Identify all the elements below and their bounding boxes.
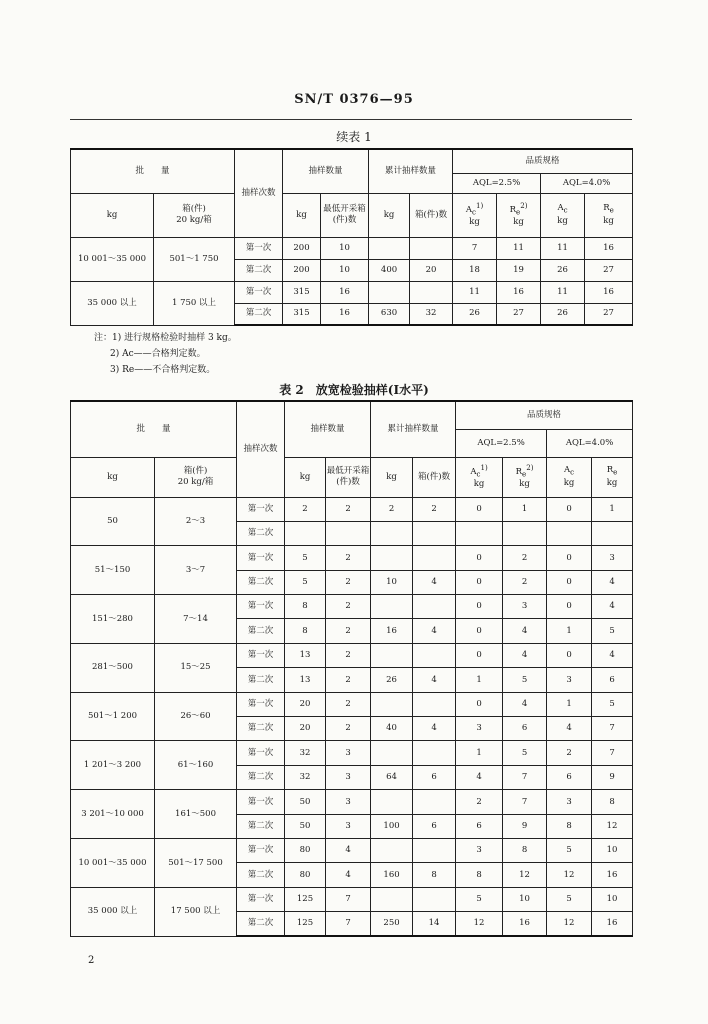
lot-kg: 1 201～3 200 (71, 741, 155, 790)
head-cum-kg: kg (371, 457, 413, 497)
cell-s-box: 16 (321, 281, 369, 303)
cell-s-kg: 315 (283, 281, 321, 303)
cell-c-box (410, 237, 453, 259)
cell-ac1: 0 (456, 692, 503, 716)
cell-c-box: 8 (413, 863, 456, 887)
cell-c-box (413, 595, 456, 619)
head-sample-kg: kg (285, 457, 326, 497)
cell-re1: 16 (497, 281, 541, 303)
cell-c-box (413, 887, 456, 911)
cell-ac2: 12 (547, 863, 592, 887)
cell-s-kg: 8 (285, 595, 326, 619)
cell-c-kg (371, 741, 413, 765)
lot-box: 17 500 以上 (155, 887, 237, 936)
lot-kg: 35 000 以上 (71, 887, 155, 936)
cell-ac2: 12 (547, 912, 592, 936)
cell-c-kg: 40 (371, 717, 413, 741)
cell-re1: 7 (503, 790, 547, 814)
note-1: 注：1) 进行规格检验时抽样 3 kg。 (94, 333, 237, 343)
cell-c-box: 2 (413, 497, 456, 521)
cell-c-box (413, 546, 456, 570)
cell-re2: 3 (592, 546, 633, 570)
head-quality: 品质规格 (456, 401, 633, 429)
sampling-round: 第一次 (237, 546, 285, 570)
cell-s-box: 10 (321, 259, 369, 281)
sampling-round: 第二次 (235, 303, 283, 325)
cell-re2: 1 (592, 497, 633, 521)
sampling-round: 第一次 (237, 643, 285, 667)
cell-c-box (413, 838, 456, 862)
cell-ac2: 1 (547, 619, 592, 643)
cell-ac2: 5 (547, 838, 592, 862)
cell-re2: 27 (585, 259, 633, 281)
lot-box: 1 750 以上 (154, 281, 235, 325)
lot-kg: 35 000 以上 (71, 281, 154, 325)
cell-s-box: 3 (326, 790, 371, 814)
cell-re1: 19 (497, 259, 541, 281)
cell-s-kg: 315 (283, 303, 321, 325)
lot-box: 2～3 (155, 497, 237, 546)
sampling-round: 第二次 (235, 259, 283, 281)
cell-c-box (410, 281, 453, 303)
cell-re1: 9 (503, 814, 547, 838)
cell-ac2: 5 (547, 887, 592, 911)
cell-c-box (413, 741, 456, 765)
table-row (71, 237, 633, 259)
cell-ac1: 2 (456, 790, 503, 814)
cell-ac1: 1 (456, 741, 503, 765)
head-re2: $R_e$ kg (592, 457, 633, 497)
table1-caption: 续表 1 (336, 130, 372, 144)
cell-s-box: 4 (326, 863, 371, 887)
cell-re2: 16 (585, 237, 633, 259)
cell-s-kg: 80 (285, 838, 326, 862)
head-ac1: $A_c^{1)}$ kg (456, 457, 503, 497)
head-sample: 抽样数量 (285, 401, 371, 457)
lot-kg: 3 201～10 000 (71, 790, 155, 839)
cell-c-box: 32 (410, 303, 453, 325)
cell-s-kg: 2 (285, 497, 326, 521)
cell-re2 (592, 521, 633, 545)
cell-ac2: 11 (541, 281, 585, 303)
cell-ac1: 12 (456, 912, 503, 936)
cell-c-box: 4 (413, 717, 456, 741)
head-ac2: $A_c$ kg (547, 457, 592, 497)
sampling-round: 第一次 (237, 887, 285, 911)
cell-c-kg: 100 (371, 814, 413, 838)
cell-s-box: 3 (326, 765, 371, 789)
sampling-round: 第一次 (237, 692, 285, 716)
sampling-round: 第二次 (237, 863, 285, 887)
cell-ac2: 0 (547, 497, 592, 521)
cell-s-box: 7 (326, 912, 371, 936)
table-row (71, 595, 633, 619)
sampling-round: 第二次 (237, 717, 285, 741)
cell-ac2: 26 (541, 303, 585, 325)
cell-re2: 10 (592, 838, 633, 862)
head-cum-box: 箱(件)数 (413, 457, 456, 497)
cell-re2: 12 (592, 814, 633, 838)
lot-kg: 10 001～35 000 (71, 237, 154, 281)
cell-re2: 7 (592, 741, 633, 765)
cell-ac2: 4 (547, 717, 592, 741)
cell-c-kg (371, 790, 413, 814)
cell-s-box: 2 (326, 692, 371, 716)
cell-ac2: 0 (547, 546, 592, 570)
cell-re1: 5 (503, 741, 547, 765)
cell-s-kg: 5 (285, 546, 326, 570)
cell-s-box: 2 (326, 717, 371, 741)
lot-kg: 10 001～35 000 (71, 838, 155, 887)
cell-c-kg: 160 (371, 863, 413, 887)
sampling-round: 第一次 (235, 237, 283, 259)
table-row (71, 838, 633, 862)
cell-c-kg: 16 (371, 619, 413, 643)
cell-re2: 8 (592, 790, 633, 814)
lot-kg: 51～150 (71, 546, 155, 595)
table1-notes (94, 330, 237, 378)
cell-re1: 1 (503, 497, 547, 521)
sampling-round: 第一次 (237, 497, 285, 521)
cell-re2: 5 (592, 619, 633, 643)
cell-ac1: 0 (456, 619, 503, 643)
cell-re2: 16 (585, 281, 633, 303)
cell-c-kg: 630 (369, 303, 410, 325)
sampling-round: 第二次 (237, 619, 285, 643)
head-sample-kg: kg (283, 193, 321, 237)
cell-re1: 27 (497, 303, 541, 325)
cell-s-box: 16 (321, 303, 369, 325)
sampling-round: 第二次 (237, 668, 285, 692)
page-number: 2 (88, 955, 95, 966)
head-cum: 累计抽样数量 (371, 401, 456, 457)
head-quality: 品质规格 (453, 149, 633, 173)
cell-re2: 10 (592, 887, 633, 911)
cell-s-kg: 80 (285, 863, 326, 887)
cell-s-kg: 20 (285, 717, 326, 741)
lot-box: 501～1 750 (154, 237, 235, 281)
table-row (71, 281, 633, 303)
note-3: 3) Re——不合格判定数。 (110, 365, 216, 375)
cell-c-kg: 64 (371, 765, 413, 789)
header-rule (70, 119, 632, 120)
sampling-round: 第二次 (237, 570, 285, 594)
cell-re2: 5 (592, 692, 633, 716)
head-aql-4-0: AQL=4.0% (547, 429, 633, 457)
cell-ac1: 1 (456, 668, 503, 692)
cell-c-kg (371, 643, 413, 667)
cell-ac2: 0 (547, 643, 592, 667)
cell-s-kg: 50 (285, 790, 326, 814)
cell-ac2: 1 (547, 692, 592, 716)
cell-s-kg: 125 (285, 912, 326, 936)
head-re1: $R_e^{2)}$ kg (497, 193, 541, 237)
cell-re1: 6 (503, 717, 547, 741)
cell-ac2: 26 (541, 259, 585, 281)
cell-s-box: 4 (326, 838, 371, 862)
cell-s-box: 7 (326, 887, 371, 911)
cell-re1: 4 (503, 643, 547, 667)
table2 (70, 400, 633, 937)
cell-s-box: 2 (326, 570, 371, 594)
cell-ac1: 11 (453, 281, 497, 303)
lot-kg: 151～280 (71, 595, 155, 644)
cell-re1 (503, 521, 547, 545)
sampling-round: 第二次 (237, 765, 285, 789)
head-lot-kg: kg (71, 457, 155, 497)
cell-s-box: 2 (326, 619, 371, 643)
cell-s-kg (285, 521, 326, 545)
head-cum: 累计抽样数量 (369, 149, 453, 193)
cell-re2: 16 (592, 912, 633, 936)
cell-re1: 2 (503, 546, 547, 570)
cell-re1: 4 (503, 619, 547, 643)
cell-c-kg: 400 (369, 259, 410, 281)
table-row (71, 790, 633, 814)
cell-s-box: 2 (326, 668, 371, 692)
cell-ac1: 0 (456, 546, 503, 570)
head-lot-kg: kg (71, 193, 154, 237)
cell-ac1: 3 (456, 717, 503, 741)
cell-re1: 11 (497, 237, 541, 259)
cell-re2: 4 (592, 570, 633, 594)
cell-re1: 7 (503, 765, 547, 789)
cell-ac2: 3 (547, 790, 592, 814)
cell-s-box: 2 (326, 643, 371, 667)
sampling-round: 第二次 (237, 521, 285, 545)
cell-c-kg: 10 (371, 570, 413, 594)
lot-box: 61～160 (155, 741, 237, 790)
cell-c-box: 14 (413, 912, 456, 936)
cell-s-kg: 125 (285, 887, 326, 911)
lot-box: 7～14 (155, 595, 237, 644)
cell-s-kg: 50 (285, 814, 326, 838)
cell-ac1 (456, 521, 503, 545)
cell-ac1: 8 (456, 863, 503, 887)
table-row (71, 546, 633, 570)
cell-re2: 4 (592, 643, 633, 667)
cell-re1: 3 (503, 595, 547, 619)
cell-ac2: 11 (541, 237, 585, 259)
head-lot: 批 量 (71, 401, 237, 457)
cell-ac1: 7 (453, 237, 497, 259)
head-re1: $R_e^{2)}$ kg (503, 457, 547, 497)
cell-ac2: 6 (547, 765, 592, 789)
lot-kg: 50 (71, 497, 155, 546)
table-row (71, 741, 633, 765)
cell-ac1: 4 (456, 765, 503, 789)
cell-ac2: 0 (547, 595, 592, 619)
sampling-round: 第二次 (237, 814, 285, 838)
cell-c-kg: 2 (371, 497, 413, 521)
lot-kg: 281～500 (71, 643, 155, 692)
cell-ac2 (547, 521, 592, 545)
table1 (70, 148, 633, 326)
lot-box: 3～7 (155, 546, 237, 595)
cell-c-kg (371, 887, 413, 911)
sampling-round: 第一次 (237, 790, 285, 814)
cell-c-box: 6 (413, 765, 456, 789)
cell-ac1: 0 (456, 643, 503, 667)
head-min-open: 最低开采箱(件)数 (321, 193, 369, 237)
lot-box: 26～60 (155, 692, 237, 741)
table1-body (71, 237, 633, 325)
cell-s-kg: 8 (285, 619, 326, 643)
table-row (71, 692, 633, 716)
table2-body (71, 497, 633, 936)
head-times: 抽样次数 (237, 401, 285, 497)
cell-re2: 16 (592, 863, 633, 887)
cell-c-box: 6 (413, 814, 456, 838)
head-cum-kg: kg (369, 193, 410, 237)
cell-c-kg: 26 (371, 668, 413, 692)
cell-ac1: 5 (456, 887, 503, 911)
cell-c-box (413, 790, 456, 814)
head-cum-box: 箱(件)数 (410, 193, 453, 237)
lot-kg: 501～1 200 (71, 692, 155, 741)
cell-c-kg (371, 521, 413, 545)
cell-re1: 12 (503, 863, 547, 887)
head-times: 抽样次数 (235, 149, 283, 237)
cell-ac1: 6 (456, 814, 503, 838)
table-row (71, 887, 633, 911)
cell-ac2: 0 (547, 570, 592, 594)
cell-c-box (413, 692, 456, 716)
head-aql-2-5: AQL=2.5% (453, 173, 541, 193)
cell-re2: 7 (592, 717, 633, 741)
cell-s-kg: 20 (285, 692, 326, 716)
cell-ac1: 0 (456, 570, 503, 594)
cell-c-kg (371, 838, 413, 862)
cell-s-kg: 32 (285, 741, 326, 765)
cell-ac2: 3 (547, 668, 592, 692)
cell-s-box: 2 (326, 546, 371, 570)
cell-s-kg: 200 (283, 259, 321, 281)
standard-code: SN/T 0376—95 (294, 92, 414, 107)
cell-s-box: 10 (321, 237, 369, 259)
cell-re1: 16 (503, 912, 547, 936)
cell-c-box: 4 (413, 668, 456, 692)
cell-ac2: 2 (547, 741, 592, 765)
head-aql-4-0: AQL=4.0% (541, 173, 633, 193)
cell-ac1: 26 (453, 303, 497, 325)
cell-c-box: 20 (410, 259, 453, 281)
cell-c-kg (369, 281, 410, 303)
head-ac2: $A_c$ kg (541, 193, 585, 237)
head-sample: 抽样数量 (283, 149, 369, 193)
head-ac1: $A_c^{1)}$ kg (453, 193, 497, 237)
cell-re2: 9 (592, 765, 633, 789)
cell-c-box: 4 (413, 619, 456, 643)
cell-c-box (413, 521, 456, 545)
cell-s-kg: 13 (285, 643, 326, 667)
sampling-round: 第一次 (237, 595, 285, 619)
cell-c-box: 4 (413, 570, 456, 594)
lot-box: 501～17 500 (155, 838, 237, 887)
cell-ac1: 18 (453, 259, 497, 281)
cell-re1: 4 (503, 692, 547, 716)
cell-c-box (413, 643, 456, 667)
head-lot-box: 箱(件) 20 kg/箱 (154, 193, 235, 237)
cell-re2: 6 (592, 668, 633, 692)
head-aql-2-5: AQL=2.5% (456, 429, 547, 457)
cell-ac1: 3 (456, 838, 503, 862)
cell-c-kg: 250 (371, 912, 413, 936)
cell-re2: 27 (585, 303, 633, 325)
cell-c-kg (371, 692, 413, 716)
cell-re1: 5 (503, 668, 547, 692)
cell-re1: 8 (503, 838, 547, 862)
cell-s-kg: 200 (283, 237, 321, 259)
table-row (71, 497, 633, 521)
cell-s-box: 3 (326, 741, 371, 765)
cell-s-kg: 13 (285, 668, 326, 692)
cell-s-box (326, 521, 371, 545)
cell-re1: 2 (503, 570, 547, 594)
cell-c-kg (369, 237, 410, 259)
head-lot: 批 量 (71, 149, 235, 193)
sampling-round: 第一次 (237, 838, 285, 862)
cell-ac1: 0 (456, 595, 503, 619)
sampling-round: 第二次 (237, 912, 285, 936)
sampling-round: 第一次 (235, 281, 283, 303)
note-2: 2) Ac——合格判定数。 (110, 349, 206, 359)
cell-s-box: 3 (326, 814, 371, 838)
table-row (71, 643, 633, 667)
head-lot-box: 箱(件) 20 kg/箱 (155, 457, 237, 497)
cell-c-kg (371, 546, 413, 570)
cell-c-kg (371, 595, 413, 619)
lot-box: 161～500 (155, 790, 237, 839)
sampling-round: 第一次 (237, 741, 285, 765)
head-min-open: 最低开采箱(件)数 (326, 457, 371, 497)
table2-caption: 表 2 放宽检验抽样(Ⅰ水平) (279, 383, 429, 397)
head-re2: $R_e$ kg (585, 193, 633, 237)
cell-ac2: 8 (547, 814, 592, 838)
cell-s-box: 2 (326, 497, 371, 521)
cell-s-kg: 5 (285, 570, 326, 594)
lot-box: 15～25 (155, 643, 237, 692)
cell-ac1: 0 (456, 497, 503, 521)
cell-s-box: 2 (326, 595, 371, 619)
cell-s-kg: 32 (285, 765, 326, 789)
cell-re2: 4 (592, 595, 633, 619)
cell-re1: 10 (503, 887, 547, 911)
